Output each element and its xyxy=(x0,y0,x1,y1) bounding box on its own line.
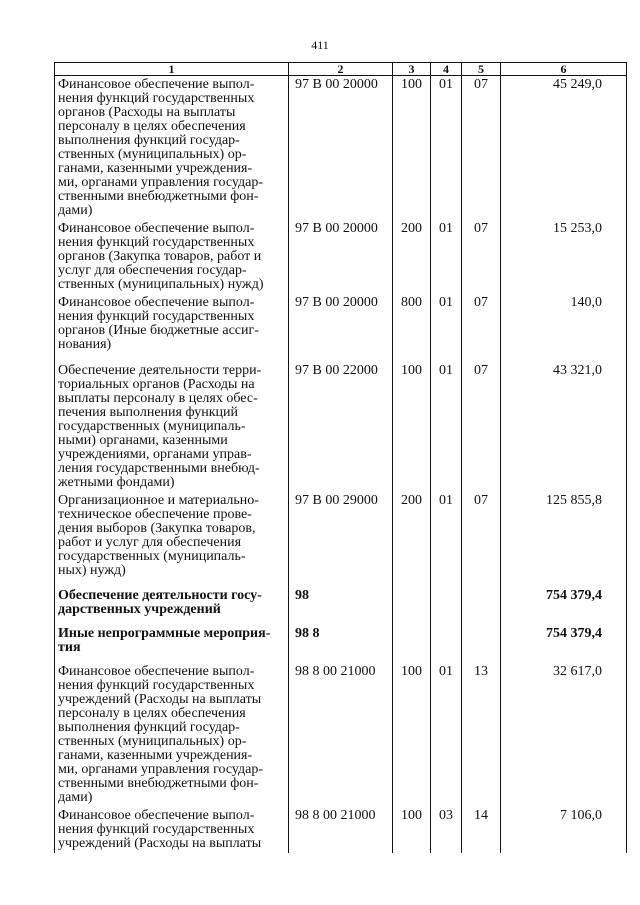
row-subsection-cell: 07 xyxy=(462,76,501,221)
row-section-cell: 01 xyxy=(431,663,462,807)
column-header-2: 2 xyxy=(289,63,393,76)
table-row xyxy=(55,492,627,587)
row-amount-cell: 754 379,4 xyxy=(501,587,627,625)
row-section-cell: 01 xyxy=(431,220,462,294)
table-row xyxy=(55,807,627,853)
row-amount-cell: 32 617,0 xyxy=(501,663,627,807)
row-subsection-cell xyxy=(462,625,501,663)
row-section-cell xyxy=(431,587,462,625)
row-section-cell: 01 xyxy=(431,76,462,221)
table-row xyxy=(55,76,627,221)
table-header-row xyxy=(55,63,627,76)
row-subsection-cell: 14 xyxy=(462,807,501,853)
budget-table xyxy=(54,62,627,853)
row-expense-type-cell: 200 xyxy=(393,220,431,294)
table-row xyxy=(55,362,627,492)
column-header-1: 1 xyxy=(55,63,289,76)
table-body xyxy=(55,76,627,854)
row-expense-type-cell: 800 xyxy=(393,294,431,362)
row-expense-type-cell: 100 xyxy=(393,362,431,492)
row-code-cell: 97 В 00 20000 xyxy=(289,76,393,221)
column-header-6: 6 xyxy=(501,63,627,76)
row-code-cell: 97 В 00 22000 xyxy=(289,362,393,492)
row-expense-type-cell: 100 xyxy=(393,663,431,807)
row-code-cell: 98 8 00 21000 xyxy=(289,663,393,807)
row-subsection-cell: 13 xyxy=(462,663,501,807)
page-number: 411 xyxy=(311,38,329,52)
row-name-cell: Обеспечение деятельности госу- дарственных учреждений xyxy=(55,587,289,625)
row-amount-cell: 43 321,0 xyxy=(501,362,627,492)
row-name-cell: Организационное и материально- техническое обеспечение прове- дения выборов (Закупка товаров, работ и услуг для обеспечения государственных (муниципаль- ных) нужд) xyxy=(55,492,289,587)
row-section-cell: 01 xyxy=(431,294,462,362)
row-section-cell xyxy=(431,625,462,663)
row-code-cell: 98 8 xyxy=(289,625,393,663)
row-subsection-cell: 07 xyxy=(462,294,501,362)
row-name-cell: Иные непрограммные мероприя- тия xyxy=(55,625,289,663)
row-code-cell: 98 8 00 21000 xyxy=(289,807,393,853)
row-expense-type-cell xyxy=(393,625,431,663)
row-expense-type-cell: 200 xyxy=(393,492,431,587)
column-header-5: 5 xyxy=(462,63,501,76)
row-section-cell: 01 xyxy=(431,362,462,492)
row-code-cell: 97 В 00 20000 xyxy=(289,294,393,362)
table-row xyxy=(55,625,627,663)
row-section-cell: 01 xyxy=(431,492,462,587)
row-amount-cell: 45 249,0 xyxy=(501,76,627,221)
row-name-cell: Финансовое обеспечение выпол- нения функций государственных органов (Закупка товаров, работ и услуг для обеспечения государ- ственных (муниципальных) нужд) xyxy=(55,220,289,294)
row-subsection-cell xyxy=(462,587,501,625)
row-name-cell: Финансовое обеспечение выпол- нения функций государственных органов (Иные бюджетные ассиг- нования) xyxy=(55,294,289,362)
row-subsection-cell: 07 xyxy=(462,492,501,587)
table-row xyxy=(55,220,627,294)
row-code-cell: 98 xyxy=(289,587,393,625)
table-row xyxy=(55,294,627,362)
row-expense-type-cell: 100 xyxy=(393,76,431,221)
row-subsection-cell: 07 xyxy=(462,220,501,294)
row-name-cell: Обеспечение деятельности терри- ториальных органов (Расходы на выплаты персоналу в целях обес- печения выполнения функций государственных (муниципаль- ными) органами, казенными учреждениями, органами управ- ления государственными внебюд- жетными фондами) xyxy=(55,362,289,492)
row-amount-cell: 140,0 xyxy=(501,294,627,362)
row-amount-cell: 754 379,4 xyxy=(501,625,627,663)
table-row xyxy=(55,587,627,625)
row-section-cell: 03 xyxy=(431,807,462,853)
row-amount-cell: 7 106,0 xyxy=(501,807,627,853)
row-expense-type-cell: 100 xyxy=(393,807,431,853)
table-row xyxy=(55,663,627,807)
row-code-cell: 97 В 00 20000 xyxy=(289,220,393,294)
row-subsection-cell: 07 xyxy=(462,362,501,492)
row-amount-cell: 125 855,8 xyxy=(501,492,627,587)
row-expense-type-cell xyxy=(393,587,431,625)
column-header-4: 4 xyxy=(431,63,462,76)
row-amount-cell: 15 253,0 xyxy=(501,220,627,294)
column-header-3: 3 xyxy=(393,63,431,76)
row-name-cell: Финансовое обеспечение выпол- нения функций государственных органов (Расходы на выплаты персоналу в целях обеспечения выполнения функций государ- ственных (муниципальных) ор- ганами, казенными учреждения- ми, органами управления государ- ственными внебюджетными фон- дами) xyxy=(55,76,289,221)
row-name-cell: Финансовое обеспечение выпол- нения функций государственных учреждений (Расходы на выплаты xyxy=(55,807,289,853)
row-code-cell: 97 В 00 29000 xyxy=(289,492,393,587)
row-name-cell: Финансовое обеспечение выпол- нения функций государственных учреждений (Расходы на выплаты персоналу в целях обеспечения выполнения функций государ- ственных (муниципальных) ор- ганами, казенными учреждения- ми, органами управления государ- ственными внебюджетными фон- дами) xyxy=(55,663,289,807)
